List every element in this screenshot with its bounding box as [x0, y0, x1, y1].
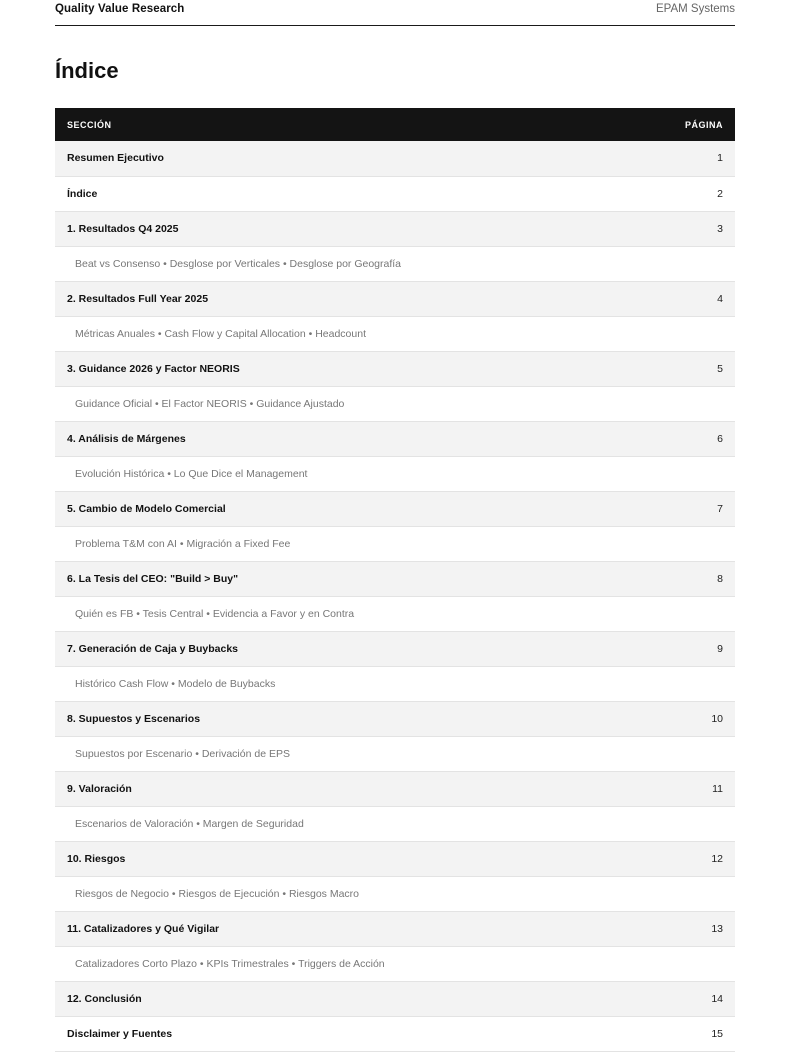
subsection-list: Catalizadores Corto Plazo • KPIs Trimestrales • Triggers de Acción — [75, 957, 385, 970]
toc-section-row[interactable] — [55, 141, 735, 176]
section-page-number: 12 — [711, 852, 723, 865]
section-title: 8. Supuestos y Escenarios — [67, 712, 201, 725]
column-header-page: PÁGINA — [684, 119, 723, 130]
toc-subsection-row — [55, 736, 735, 771]
toc-section-row[interactable] — [55, 351, 735, 386]
toc-section-row[interactable] — [55, 631, 735, 666]
section-title: 7. Generación de Caja y Buybacks — [67, 642, 238, 655]
section-title: 2. Resultados Full Year 2025 — [67, 292, 209, 305]
section-page-number: 11 — [712, 782, 723, 795]
section-page-number: 14 — [711, 992, 723, 1005]
subsection-list: Problema T&M con AI • Migración a Fixed Fee — [75, 537, 291, 550]
subsection-page-cell — [631, 246, 735, 281]
section-page-number: 7 — [717, 502, 723, 515]
toc-subsection-row — [55, 596, 735, 631]
subsection-list: Métricas Anuales • Cash Flow y Capital Allocation • Headcount — [75, 327, 366, 340]
toc-section-row[interactable] — [55, 981, 735, 1016]
section-title: Disclaimer y Fuentes — [67, 1027, 173, 1040]
table-body — [55, 141, 735, 1051]
section-page-number: 3 — [717, 222, 723, 235]
toc-section-row[interactable] — [55, 281, 735, 316]
toc-subsection-row — [55, 526, 735, 561]
toc-section-row[interactable] — [55, 701, 735, 736]
subsection-page-cell — [631, 946, 735, 981]
section-page-number: 10 — [711, 712, 723, 725]
section-page-number: 8 — [717, 572, 723, 585]
toc-section-row[interactable] — [55, 561, 735, 596]
page-title: Índice — [55, 58, 119, 83]
subsection-page-cell — [631, 456, 735, 491]
section-title: 12. Conclusión — [67, 992, 142, 1005]
section-page-number: 9 — [717, 642, 723, 655]
section-title: 6. La Tesis del CEO: "Build > Buy" — [67, 572, 239, 585]
section-page-number: 1 — [717, 152, 723, 165]
subsection-list: Beat vs Consenso • Desglose por Verticales • Desglose por Geografía — [75, 257, 402, 270]
toc-section-row[interactable] — [55, 911, 735, 946]
toc-section-row[interactable] — [55, 841, 735, 876]
section-page-number: 2 — [717, 187, 723, 200]
company-name: EPAM Systems — [655, 3, 735, 15]
subsection-list: Escenarios de Valoración • Margen de Seguridad — [75, 817, 304, 830]
table-of-contents — [55, 108, 735, 1052]
column-header-section: SECCIÓN — [67, 119, 112, 130]
subsection-list: Guidance Oficial • El Factor NEORIS • Guidance Ajustado — [75, 397, 345, 410]
toc-subsection-row — [55, 316, 735, 351]
brand-name: Quality Value Research — [55, 3, 185, 15]
toc-subsection-row — [55, 246, 735, 281]
toc-section-row[interactable] — [55, 1016, 735, 1051]
section-title: 5. Cambio de Modelo Comercial — [67, 502, 226, 515]
section-title: 4. Análisis de Márgenes — [67, 432, 186, 445]
section-page-number: 15 — [711, 1027, 723, 1040]
toc-subsection-row — [55, 456, 735, 491]
toc-subsection-row — [55, 876, 735, 911]
subsection-list: Supuestos por Escenario • Derivación de EPS — [75, 747, 290, 760]
toc-section-row[interactable] — [55, 211, 735, 246]
subsection-list: Quién es FB • Tesis Central • Evidencia a Favor y en Contra — [75, 607, 355, 620]
subsection-list: Riesgos de Negocio • Riesgos de Ejecución • Riesgos Macro — [75, 887, 359, 900]
toc-subsection-row — [55, 386, 735, 421]
toc-section-row[interactable] — [55, 771, 735, 806]
section-page-number: 13 — [711, 922, 723, 935]
toc-section-row[interactable] — [55, 421, 735, 456]
section-title: 1. Resultados Q4 2025 — [67, 222, 179, 235]
section-title: 10. Riesgos — [67, 852, 126, 865]
subsection-page-cell — [631, 876, 735, 911]
toc-section-row[interactable] — [55, 491, 735, 526]
section-page-number: 6 — [717, 432, 723, 445]
section-title: 3. Guidance 2026 y Factor NEORIS — [67, 362, 240, 375]
subsection-page-cell — [631, 666, 735, 701]
document-page — [55, 0, 735, 1052]
subsection-page-cell — [631, 736, 735, 771]
toc-section-row[interactable] — [55, 176, 735, 211]
section-title: 9. Valoración — [67, 782, 132, 795]
table-header-row — [55, 108, 735, 141]
subsection-page-cell — [631, 526, 735, 561]
section-title: 11. Catalizadores y Qué Vigilar — [67, 922, 220, 935]
subsection-page-cell — [631, 386, 735, 421]
subsection-page-cell — [631, 316, 735, 351]
subsection-page-cell — [631, 806, 735, 841]
toc-subsection-row — [55, 946, 735, 981]
page-header — [55, 0, 735, 26]
subsection-page-cell — [631, 596, 735, 631]
section-page-number: 5 — [717, 362, 723, 375]
subsection-list: Evolución Histórica • Lo Que Dice el Management — [75, 467, 308, 480]
toc-subsection-row — [55, 806, 735, 841]
subsection-list: Histórico Cash Flow • Modelo de Buybacks — [75, 677, 276, 690]
section-title: Resumen Ejecutivo — [67, 152, 164, 165]
toc-subsection-row — [55, 666, 735, 701]
section-page-number: 4 — [717, 292, 723, 305]
section-title: Índice — [67, 187, 98, 200]
